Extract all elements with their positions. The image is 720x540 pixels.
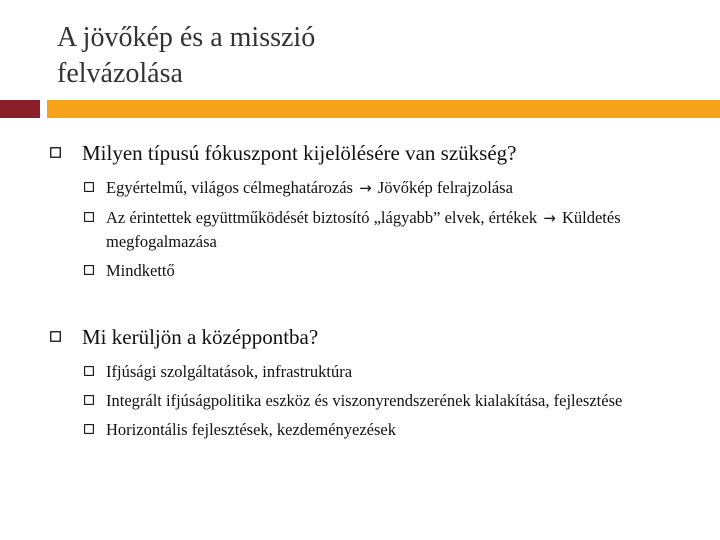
sub-bullet-target: Küldetés megfogalmazása bbox=[106, 208, 621, 251]
title-rule-accent-left bbox=[0, 100, 40, 118]
sub-bullet-item bbox=[82, 389, 686, 412]
hollow-square-bullet-icon bbox=[84, 265, 94, 275]
title-rule-accent-right bbox=[47, 100, 720, 118]
bullet-item-center-question bbox=[46, 322, 686, 352]
sub-bullet-text: Ifjúsági szolgáltatások, infrastruktúra bbox=[106, 362, 353, 381]
slide-body bbox=[46, 138, 686, 447]
sub-bullet-item bbox=[82, 259, 686, 282]
bullet-text: Milyen típusú fókuszpont kijelölésére van szükség? bbox=[82, 141, 517, 165]
bullet-item-focus-question bbox=[46, 138, 686, 168]
sub-bullet-list bbox=[82, 360, 686, 441]
hollow-square-bullet-icon bbox=[84, 366, 94, 376]
hollow-square-bullet-icon bbox=[84, 182, 94, 192]
sub-bullet-target: Jövőkép felrajzolása bbox=[377, 178, 513, 197]
bullet-text: Mi kerüljön a középpontba? bbox=[82, 325, 319, 349]
hollow-square-bullet-icon bbox=[84, 424, 94, 434]
hollow-square-bullet-icon bbox=[50, 331, 61, 342]
hollow-square-bullet-icon bbox=[50, 147, 61, 158]
sub-bullet-item bbox=[82, 206, 686, 253]
sub-bullet-list bbox=[82, 176, 686, 282]
right-arrow-icon: → bbox=[359, 179, 372, 197]
slide-title-line-2: felvázolása bbox=[57, 58, 183, 89]
hollow-square-bullet-icon bbox=[84, 212, 94, 222]
slide-title-line-1: A jövőkép és a misszió bbox=[57, 22, 316, 53]
sub-bullet-item bbox=[82, 176, 686, 200]
right-arrow-icon: → bbox=[543, 209, 556, 227]
sub-bullet-item bbox=[82, 418, 686, 441]
sub-bullet-text: Egyértelmű, világos célmeghatározás bbox=[106, 178, 353, 197]
sub-bullet-item bbox=[82, 360, 686, 383]
sub-bullet-text: Horizontális fejlesztések, kezdeményezések bbox=[106, 420, 396, 439]
sub-bullet-text: Integrált ifjúságpolitika eszköz és viszonyrendszerének kialakítása, fejlesztése bbox=[106, 391, 623, 410]
slide-title bbox=[57, 20, 617, 92]
sub-bullet-text: Mindkettő bbox=[106, 261, 175, 280]
sub-bullet-text: Az érintettek együttműködését biztosító „lágyabb” elvek, értékek bbox=[106, 208, 538, 227]
hollow-square-bullet-icon bbox=[84, 395, 94, 405]
